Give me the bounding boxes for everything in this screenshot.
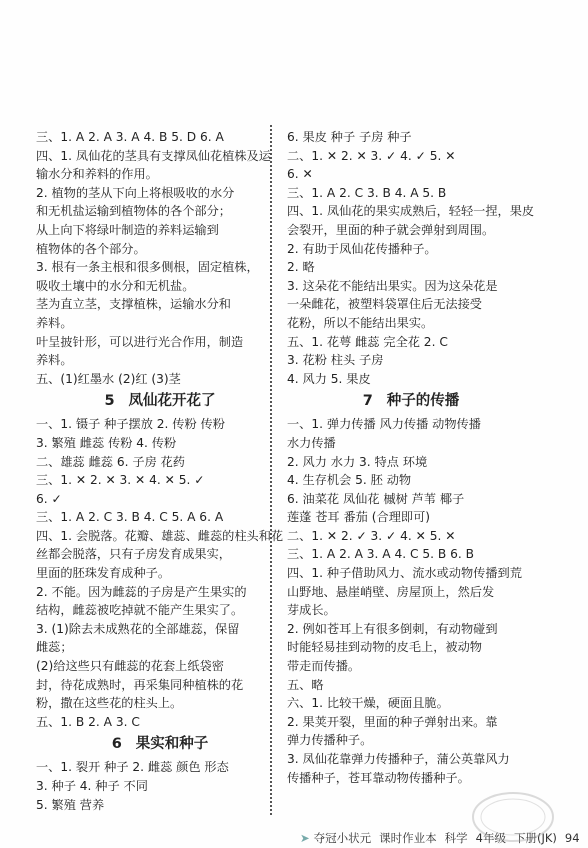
answer-line: 一朵雌花，被塑料袋罩住后无法接受 bbox=[287, 297, 482, 312]
answer-line: 一、1. 镊子 种子摆放 2. 传粉 传粉 bbox=[36, 417, 225, 432]
answer-block-section-6 bbox=[36, 758, 284, 814]
answer-line: 粉，撒在这些花的柱头上。 bbox=[36, 696, 183, 711]
answer-line: 3. 这朵花不能结出果实。因为这朵花是 bbox=[287, 278, 498, 293]
answer-line: 输水分和养料的作用。 bbox=[36, 167, 158, 182]
left-column bbox=[36, 128, 284, 814]
answer-line: 2. 有助于凤仙花传播种子。 bbox=[287, 241, 437, 256]
right-column bbox=[287, 128, 535, 787]
answer-line: 雌蕊； bbox=[36, 640, 73, 655]
answer-line: 五、1. B 2. A 3. C bbox=[36, 714, 140, 729]
answer-line: 弹力传播种子。 bbox=[287, 733, 373, 748]
answer-line: 山野地、悬崖峭壁、房屋顶上，然后发 bbox=[287, 584, 495, 599]
answer-line: 2. 不能。因为雌蕊的子房是产生果实的 bbox=[36, 584, 247, 599]
answer-line: 吸收土壤中的水分和无机盐。 bbox=[36, 278, 195, 293]
answer-line: 从上向下将绿叶制造的养料运输到 bbox=[36, 222, 219, 237]
answer-line: 2. 风力 水力 3. 特点 环境 bbox=[287, 454, 428, 469]
answer-line: 四、1. 会脱落。花瓣、雄蕊、雌蕊的柱头和花 bbox=[36, 528, 284, 543]
answer-line: 里面的胚珠发育成种子。 bbox=[36, 566, 171, 581]
section-number: 5 bbox=[104, 393, 115, 410]
answer-line: 2. 果荚开裂，里面的种子弹射出来。靠 bbox=[287, 714, 498, 729]
answer-line: 养料。 bbox=[36, 315, 73, 330]
page-number: 94 bbox=[564, 831, 580, 845]
answer-line: 四、1. 种子借助风力、流水或动物传播到荒 bbox=[287, 566, 522, 581]
answer-line: 6. 油菜花 凤仙花 槭树 芦苇 椰子 bbox=[287, 491, 465, 506]
answer-line: 花粉，所以不能结出果实。 bbox=[287, 315, 434, 330]
answer-line: 三、1. ✕ 2. ✕ 3. ✕ 4. ✕ 5. ✓ bbox=[36, 473, 205, 488]
answer-line: 五、略 bbox=[287, 677, 324, 692]
answer-line: 二、雄蕊 雌蕊 6. 子房 花药 bbox=[36, 454, 185, 469]
answer-line: 6. ✕ bbox=[287, 167, 313, 182]
answer-line: 3. (1)除去未成熟花的全部雄蕊，保留 bbox=[36, 621, 240, 636]
answer-line: 封，待花成熟时，再采集同种植株的花 bbox=[36, 677, 244, 692]
footer-subject: 科学 bbox=[444, 831, 468, 845]
answer-line: 水力传播 bbox=[287, 435, 336, 450]
answer-line: 6. 果皮 种子 子房 种子 bbox=[287, 130, 412, 144]
answer-line: 四、1. 凤仙花的茎具有支撑凤仙花植株及运 bbox=[36, 148, 271, 163]
answer-block-left-top bbox=[36, 128, 284, 388]
answer-line: 丝都会脱落，只有子房发育成果实， bbox=[36, 547, 231, 562]
answer-line: 时能轻易挂到动物的皮毛上，被动物 bbox=[287, 640, 482, 655]
answer-line: 六、1. 比较干燥，硬面且脆。 bbox=[287, 696, 449, 711]
section-title: 凤仙花开花了 bbox=[128, 393, 216, 410]
answer-line: 五、1. 花萼 雌蕊 完全花 2. C bbox=[287, 334, 448, 349]
answer-line: 养料。 bbox=[36, 353, 73, 368]
section-number: 6 bbox=[111, 736, 122, 753]
answer-line: 4. 生存机会 5. 胚 动物 bbox=[287, 473, 412, 488]
answer-line: 传播种子，苍耳靠动物传播种子。 bbox=[287, 770, 470, 785]
answer-line: 3. 花粉 柱头 子房 bbox=[287, 353, 384, 368]
section-title: 种子的传播 bbox=[386, 393, 460, 410]
answer-line: 叶呈披针形，可以进行光合作用，制造 bbox=[36, 334, 244, 349]
answer-line: 三、1. A 2. C 3. B 4. C 5. A 6. A bbox=[36, 510, 224, 525]
answer-line: 带走而传播。 bbox=[287, 659, 361, 674]
answer-block-section-7 bbox=[287, 415, 535, 787]
answer-line: 和无机盐运输到植物体的各个部分； bbox=[36, 204, 231, 219]
answer-line: 2. 略 bbox=[287, 260, 315, 275]
section-heading-7 bbox=[287, 392, 535, 411]
answer-line: 三、1. A 2. C 3. B 4. A 5. B bbox=[287, 185, 447, 200]
answer-line: 结构，雌蕊被吃掉就不能产生果实了。 bbox=[36, 603, 244, 618]
footer-grade: 4年级 bbox=[475, 831, 506, 845]
section-number: 7 bbox=[362, 393, 373, 410]
answer-line: 三、1. A 2. A 3. A 4. B 5. D 6. A bbox=[36, 130, 224, 144]
arrow-icon: ➤ bbox=[300, 831, 310, 845]
answer-line: 一、1. 弹力传播 风力传播 动物传播 bbox=[287, 417, 481, 432]
answer-line: (2)给这些只有雌蕊的花套上纸袋密 bbox=[36, 659, 224, 674]
answer-line: 芽成长。 bbox=[287, 603, 336, 618]
footer-series: 课时作业本 bbox=[379, 831, 437, 845]
answer-block-section-5 bbox=[36, 415, 284, 731]
answer-line: 二、1. ✕ 2. ✓ 3. ✓ 4. ✕ 5. ✕ bbox=[287, 528, 456, 543]
section-heading-6 bbox=[36, 735, 284, 754]
answer-line: 2. 植物的茎从下向上将根吸收的水分 bbox=[36, 185, 235, 200]
answer-block-right-top bbox=[287, 128, 535, 388]
answer-line: 3. 种子 4. 种子 不同 bbox=[36, 779, 148, 793]
answer-line: 3. 繁殖 雌蕊 传粉 4. 传粉 bbox=[36, 435, 177, 450]
footer-brand: 夺冠小状元 bbox=[313, 831, 372, 845]
answer-line: 三、1. A 2. A 3. A 4. C 5. B 6. B bbox=[287, 547, 475, 562]
answer-line: 一、1. 裂开 种子 2. 雌蕊 颜色 形态 bbox=[36, 760, 229, 775]
answer-line: 3. 根有一条主根和很多侧根，固定植株， bbox=[36, 260, 259, 275]
section-heading-5 bbox=[36, 392, 284, 411]
answer-line: 4. 风力 5. 果皮 bbox=[287, 371, 371, 386]
answer-line: 植物体的各个部分。 bbox=[36, 241, 146, 256]
section-title: 果实和种子 bbox=[135, 736, 209, 753]
answer-line: 茎为直立茎，支撑植株，运输水分和 bbox=[36, 297, 231, 312]
answer-line: 四、1. 凤仙花的果实成熟后，轻轻一捏，果皮 bbox=[287, 204, 535, 219]
answer-line: 5. 繁殖 营养 bbox=[36, 797, 105, 812]
answer-line: 会裂开，里面的种子就会弹射到周围。 bbox=[287, 222, 495, 237]
answer-line: 3. 凤仙花靠弹力传播种子，蒲公英靠风力 bbox=[287, 752, 510, 766]
answer-line: 2. 例如苍耳上有很多倒刺，有动物碰到 bbox=[287, 621, 498, 636]
answer-line: 6. ✓ bbox=[36, 491, 62, 506]
footer-term: 下册(JK) bbox=[513, 831, 557, 845]
answer-line: 二、1. ✕ 2. ✕ 3. ✓ 4. ✓ 5. ✕ bbox=[287, 148, 456, 163]
answer-line: 莲蓬 苍耳 番茄 (合理即可) bbox=[287, 510, 431, 525]
watermark-stamp-icon bbox=[470, 790, 556, 844]
answer-line: 五、(1)红墨水 (2)红 (3)茎 bbox=[36, 371, 181, 386]
